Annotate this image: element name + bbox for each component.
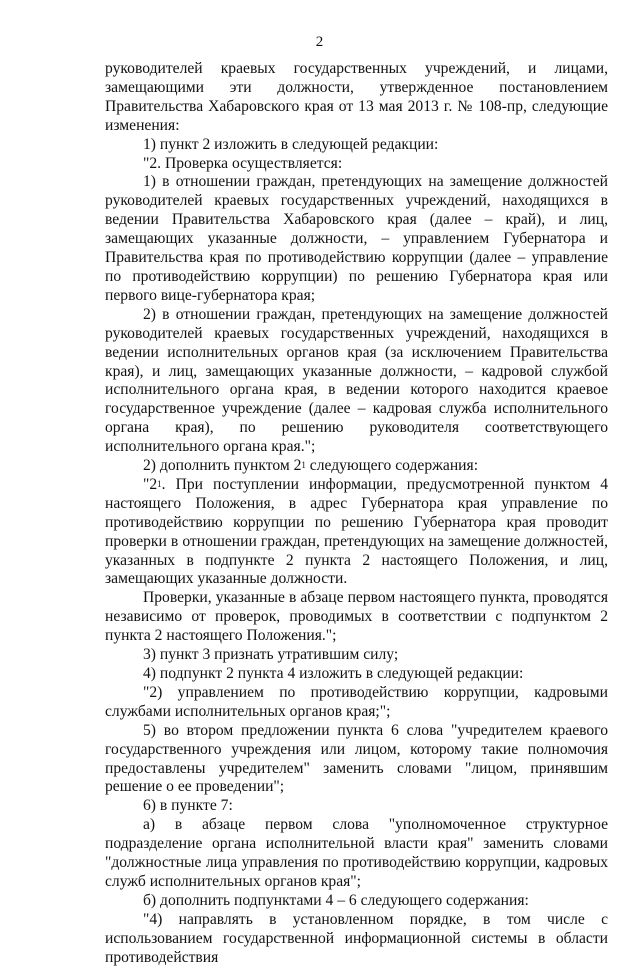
paragraph-text: . При поступлении информации, предусмотренной пунктом 4 настоящего Положения, в адрес Губернатора края управление по противодействию коррупции по решению Губернатора края проводит проверки в отношении граждан, претендующих на замещение должностей, указанных в подпункте 2 пункта 2 настоящего Положения, и лиц, замещающих указанные должности. bbox=[105, 475, 608, 588]
paragraph: б) дополнить подпунктами 4 – 6 следующего содержания: bbox=[143, 891, 529, 909]
paragraph: 2) в отношении граждан, претендующих на замещение должностей руководителей краевых государственных учреждений, находящихся в ведении исполнительных органов края (за исключением Правительства края), и лиц, замещающих указанные должности, – кадровой службой исполнительного органа края, в ведении которого находится краевое государственное учреждение (далее – кадровая служба исполнительного органа края), по решению руководителя соответствующего исполнительного органа края."; bbox=[105, 305, 608, 456]
paragraph: 1) в отношении граждан, претендующих на замещение должностей руководителей краевых государственных учреждений, находящихся в ведении Правительства Хабаровского края (далее – край), и лиц, замещающих указанные должности, – управлением Губернатора и Правительства края по противодействию коррупции (далее – управление по противодействию коррупции) по решению Губернатора края или первого вице-губернатора края; bbox=[105, 173, 608, 304]
paragraph: "4) направлять в установленном порядке, в том числе с использованием государственной информационной системы в области противодействия bbox=[105, 910, 608, 966]
paragraph: 1) пункт 2 изложить в следующей редакции: bbox=[143, 135, 439, 153]
paragraph-text: 2) дополнить пунктом 2 bbox=[143, 457, 302, 475]
paragraph: 4) подпункт 2 пункта 4 изложить в следующей редакции: bbox=[143, 665, 524, 682]
paragraph: руководителей краевых государственных учреждений, и лицами, замещающими эти должности, утвержденное постановлением Правительства Хабаровского края от 13 мая 2013 г. № 108-пр, следующие изменения: bbox=[105, 60, 608, 134]
document-body bbox=[105, 60, 608, 968]
paragraph: 6) в пункте 7: bbox=[143, 797, 233, 815]
paragraph bbox=[105, 476, 608, 589]
superscript: 1 bbox=[301, 460, 306, 471]
paragraph: "2. Проверка осуществляется: bbox=[143, 154, 343, 172]
paragraph-text: следующего содержания: bbox=[305, 457, 479, 475]
paragraph: 3) пункт 3 признать утратившим силу; bbox=[143, 646, 399, 664]
paragraph: 5) во втором предложении пункта 6 слова "учредителем краевого государственного учреждения или лицом, которому такие полномочия предоставлены учредителем" заменить словами "лицом, принявшим решение о ее проведении"; bbox=[105, 721, 608, 796]
paragraph: Проверки, указанные в абзаце первом настоящего пункта, проводятся независимо от проверок, проводимых в соответствии с подпунктом 2 пункта 2 настоящего Положения."; bbox=[105, 589, 608, 645]
paragraph bbox=[105, 457, 608, 476]
page-number: 2 bbox=[315, 34, 324, 50]
superscript: 1 bbox=[157, 478, 162, 489]
paragraph-text: "2 bbox=[143, 475, 158, 493]
paragraph: а) в абзаце первом слова "уполномоченное структурное подразделение органа исполнительной власти края" заменить словами "должностные лица управления по противодействию коррупции, кадровых служб исполнительных органов края"; bbox=[105, 816, 608, 890]
paragraph: "2) управлением по противодействию коррупции, кадровыми службами исполнительных органов края;"; bbox=[105, 683, 608, 720]
